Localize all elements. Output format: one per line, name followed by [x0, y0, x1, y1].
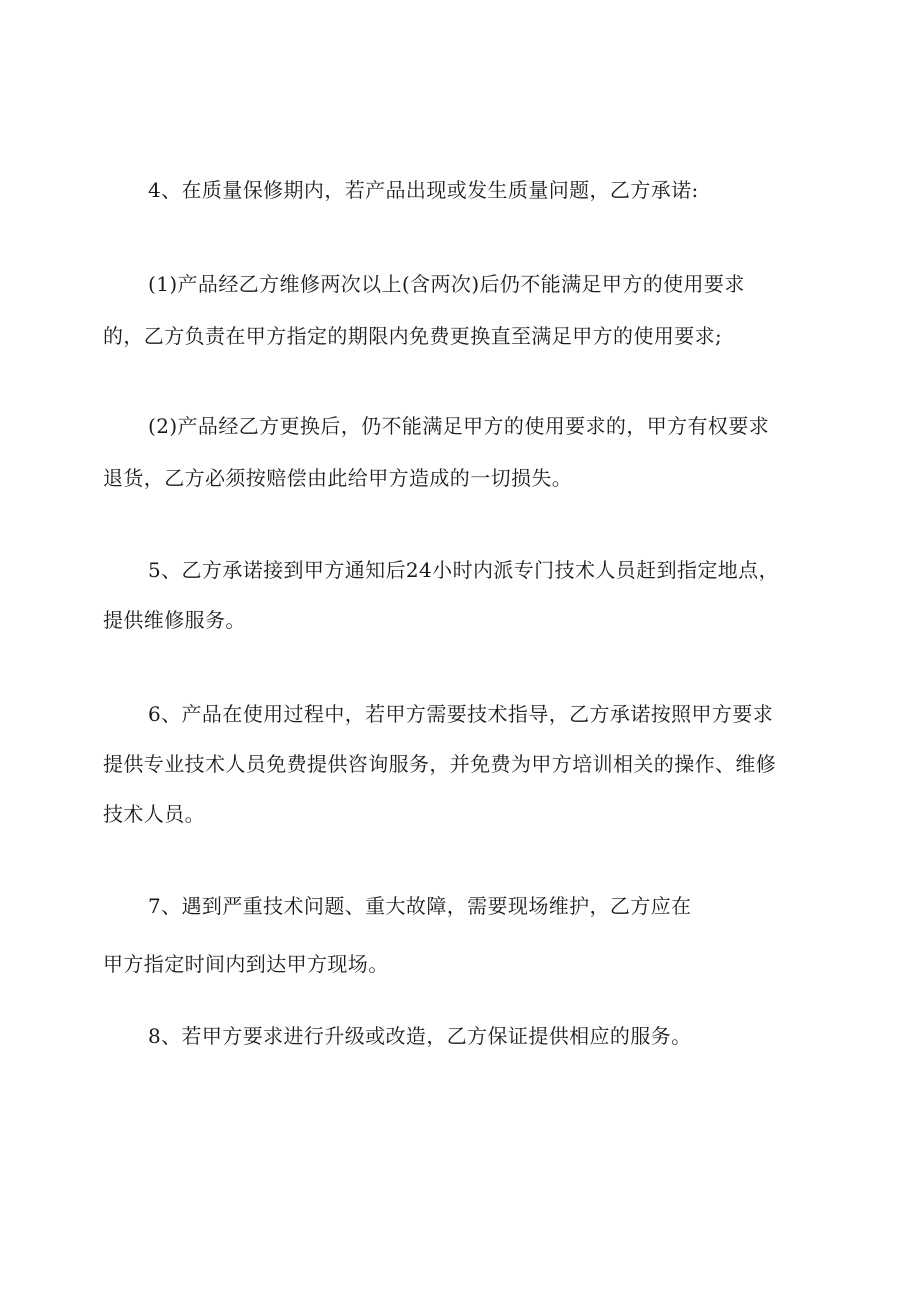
clause-4-1-line-2: 的，乙方负责在甲方指定的期限内免费更换直至满足甲方的使用要求;: [103, 324, 723, 348]
clause-6-line-2: 提供专业技术人员免费提供咨询服务，并免费为甲方培训相关的操作、维修: [103, 752, 777, 776]
clause-6-line-1: 6、产品在使用过程中，若甲方需要技术指导，乙方承诺按照甲方要求: [148, 702, 774, 726]
clause-4-line-1: 4、在质量保修期内，若产品出现或发生质量问题，乙方承诺:: [148, 178, 699, 202]
clause-7-line-2: 甲方指定时间内到达甲方现场。: [103, 952, 389, 976]
clause-5-line-2: 提供维修服务。: [103, 608, 246, 632]
clause-6-line-3: 技术人员。: [103, 802, 205, 826]
clause-4-2-line-1: (2)产品经乙方更换后，仍不能满足甲方的使用要求的，甲方有权要求: [148, 414, 770, 438]
clause-5-line-1: 5、乙方承诺接到甲方通知后24小时内派专门技术人员赶到指定地点，: [148, 558, 779, 582]
clause-8-line-1: 8、若甲方要求进行升级或改造，乙方保证提供相应的服务。: [148, 1024, 692, 1048]
clause-4-1-line-1: (1)产品经乙方维修两次以上(含两次)后仍不能满足甲方的使用要求: [148, 272, 745, 296]
clause-7-line-1: 7、遇到严重技术问题、重大故障，需要现场维护，乙方应在: [148, 894, 692, 918]
clause-4-2-line-2: 退货，乙方必须按赔偿由此给甲方造成的一切损失。: [103, 466, 573, 490]
